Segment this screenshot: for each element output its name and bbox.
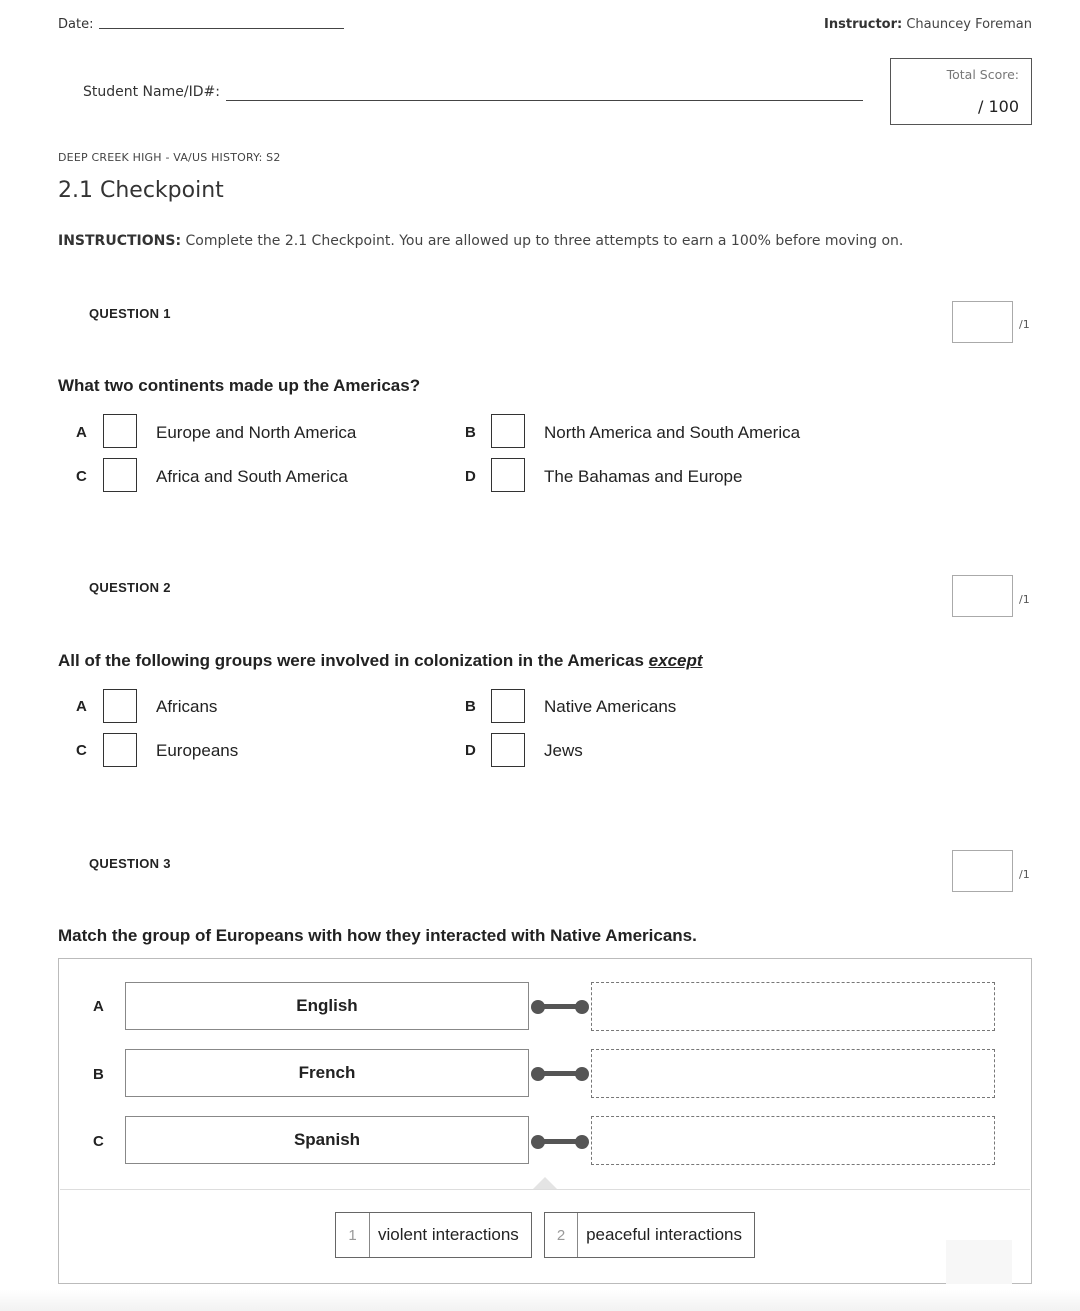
match-term-c-letter: C [93,1133,104,1150]
page-title: 2.1 Checkpoint [58,178,224,203]
answer-chip-1-number: 1 [336,1213,370,1257]
answer-chip-1-text: violent interactions [378,1225,519,1244]
match-drop-zone-a[interactable] [591,982,995,1031]
q1-option-c-text: Africa and South America [156,467,348,486]
instructions-text: Complete the 2.1 Checkpoint. You are allowed up to three attempts to earn a 100% before moving on. [185,233,904,249]
q2-option-c-letter: C [76,742,87,759]
q1-option-a-checkbox[interactable] [103,414,137,448]
student-label: Student Name/ID#: [83,84,220,100]
answer-tray-divider [60,1189,1030,1190]
question-3-heading: QUESTION 3 [89,856,171,871]
instructor-label: Instructor: [824,17,903,32]
q2-option-c-checkbox[interactable] [103,733,137,767]
q2-option-c-text: Europeans [156,741,239,760]
match-drop-zone-c[interactable] [591,1116,995,1165]
total-score-box [890,58,1032,125]
match-connector-b [531,1067,589,1081]
total-score-value: / 100 [977,97,1019,116]
question-2-score-box[interactable] [952,575,1013,617]
q1-option-d-text: The Bahamas and Europe [544,467,743,486]
q2-option-b-checkbox[interactable] [491,689,525,723]
question-2-points: /1 [1019,593,1030,606]
instructions-label: INSTRUCTIONS: [58,233,182,249]
question-2-prompt-text: All of the following groups were involved in colonization in the Americas [58,651,644,670]
question-2-prompt-emphasis: except [648,651,703,670]
date-line[interactable] [99,28,344,29]
answer-chip-2-number: 2 [545,1213,578,1257]
question-2-prompt [58,651,703,671]
match-connector-c [531,1135,589,1149]
answer-chip-2-text: peaceful interactions [586,1225,742,1244]
q1-option-d-letter: D [465,468,476,485]
course-name: DEEP CREEK HIGH - VA/US HISTORY: S2 [58,151,281,164]
question-1-score-box[interactable] [952,301,1013,343]
q1-option-b-checkbox[interactable] [491,414,525,448]
q2-option-b-text: Native Americans [544,697,677,716]
student-name-line[interactable] [226,100,863,101]
instructor [824,17,1032,32]
instructor-name: Chauncey Foreman [906,17,1032,32]
q1-option-b-letter: B [465,424,476,441]
q1-option-a-letter: A [76,424,87,441]
q1-option-c-letter: C [76,468,87,485]
q2-option-a-checkbox[interactable] [103,689,137,723]
q2-option-b-letter: B [465,698,476,715]
match-connector-a [531,1000,589,1014]
match-term-b: French [125,1049,529,1097]
answer-chip-2[interactable] [544,1212,755,1258]
q1-option-a-text: Europe and North America [156,423,357,442]
match-drop-zone-b[interactable] [591,1049,995,1098]
question-3-points: /1 [1019,868,1030,881]
question-1-prompt: What two continents made up the Americas? [58,376,421,395]
question-3-score-box[interactable] [952,850,1013,892]
q1-option-c-checkbox[interactable] [103,458,137,492]
answer-chip-1[interactable] [335,1212,532,1258]
q2-option-d-text: Jews [544,741,583,760]
question-1-points: /1 [1019,318,1030,331]
question-1-heading: QUESTION 1 [89,306,171,321]
match-term-a: English [125,982,529,1030]
q2-option-d-checkbox[interactable] [491,733,525,767]
match-term-b-letter: B [93,1066,104,1083]
total-score-label: Total Score: [946,67,1019,82]
q1-option-d-checkbox[interactable] [491,458,525,492]
date-label: Date: [58,17,94,32]
q2-option-a-text: Africans [156,697,218,716]
match-term-a-letter: A [93,998,104,1015]
q2-option-d-letter: D [465,742,476,759]
instructions [58,233,903,249]
corner-shade [946,1240,1012,1284]
q2-option-a-letter: A [76,698,87,715]
match-term-c: Spanish [125,1116,529,1164]
page-bottom-edge [0,1290,1080,1311]
question-3-prompt: Match the group of Europeans with how they interacted with Native Americans. [58,926,697,945]
question-2-heading: QUESTION 2 [89,580,171,595]
q1-option-b-text: North America and South America [544,423,801,442]
